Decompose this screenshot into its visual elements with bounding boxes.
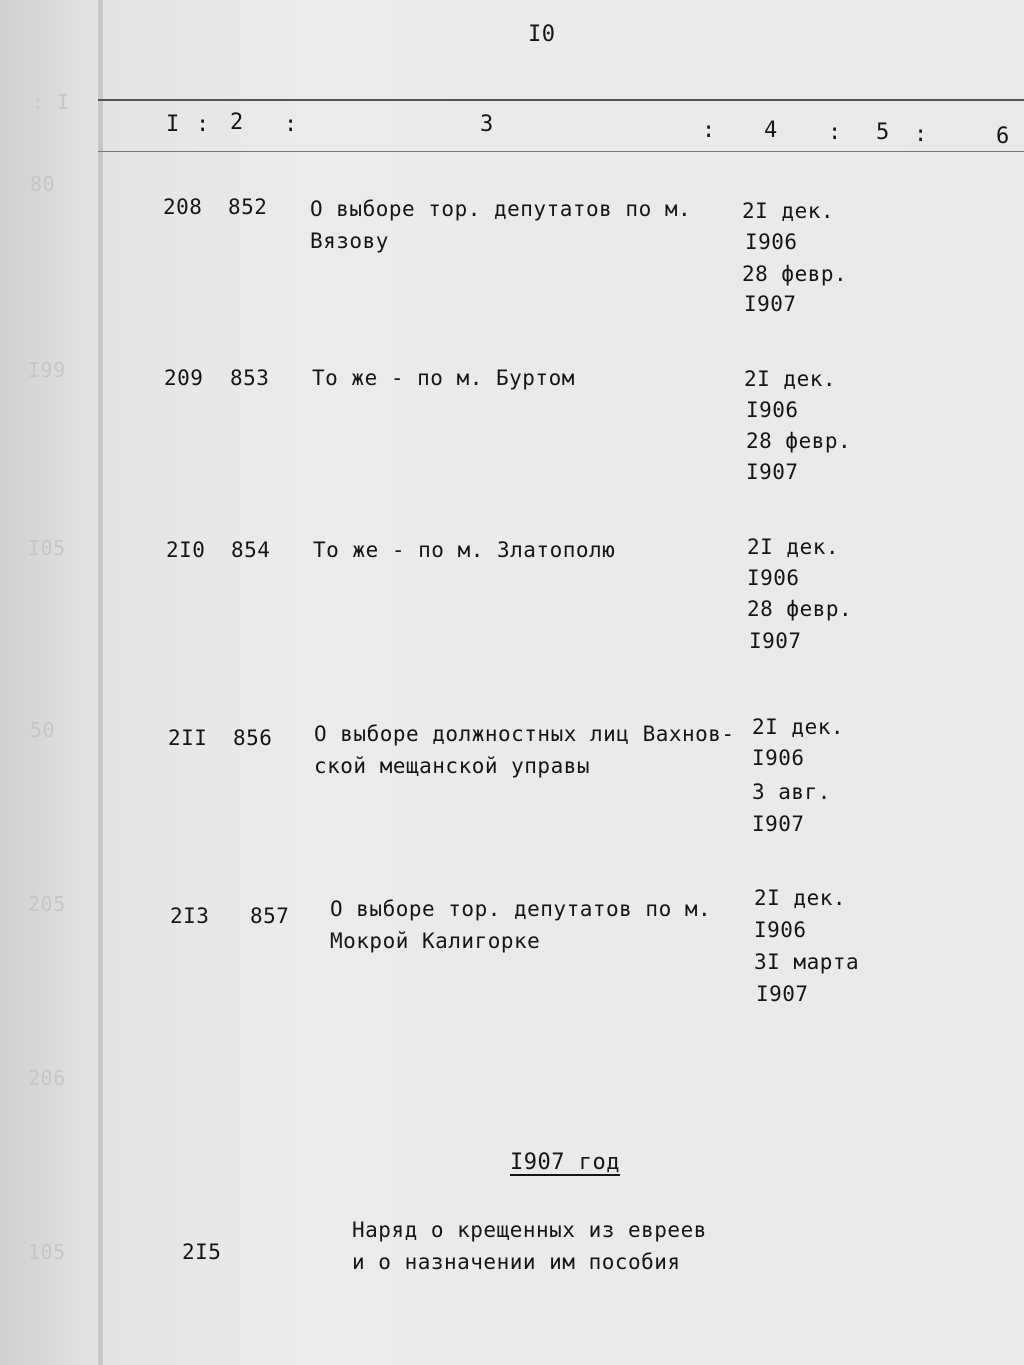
entry-title: и о назначении им пособия — [352, 1250, 681, 1274]
margin-mark: 80 — [30, 172, 56, 196]
entry-title: ской мещанской управы — [314, 754, 591, 778]
margin-mark: 105 — [28, 1240, 66, 1264]
column-separator: : — [914, 122, 928, 147]
column-separator: : — [702, 118, 716, 143]
entry-date: 28 февр. — [747, 597, 853, 621]
entry-title: То же - по м. Златополю — [313, 538, 616, 562]
margin-mark: I99 — [28, 358, 66, 382]
entry-date: I907 — [749, 629, 802, 653]
column-header-2: 2 — [230, 110, 244, 135]
entry-date: I907 — [756, 982, 809, 1006]
entry-date: I906 — [746, 398, 799, 422]
entry-date: I907 — [746, 460, 799, 484]
entry-title: Наряд о крещенных из евреев — [352, 1218, 707, 1242]
entry-fond-number: 857 — [250, 904, 290, 928]
entry-date: I906 — [747, 566, 800, 590]
entry-date: I907 — [752, 812, 805, 836]
column-header-1: I — [166, 112, 180, 137]
entry-title: О выборе тор. депутатов по м. — [330, 897, 712, 921]
entry-title: О выборе тор. депутатов по м. — [310, 197, 692, 221]
year-heading: I907 год — [510, 1150, 620, 1175]
entry-date: 3 авг. — [752, 780, 831, 804]
column-separator: : — [196, 112, 210, 137]
entry-fond-number: 856 — [233, 726, 273, 750]
entry-title: То же - по м. Буртом — [312, 366, 575, 390]
entry-date: 28 февр. — [746, 429, 852, 453]
column-separator: : — [828, 120, 842, 145]
column-separator: : — [284, 112, 298, 137]
page-number: I0 — [528, 22, 556, 47]
entry-fond-number: 852 — [228, 195, 268, 219]
entry-date: 2I дек. — [744, 367, 837, 391]
column-header-5: 5 — [876, 120, 890, 145]
column-header-4: 4 — [764, 118, 778, 143]
entry-fond-number: 854 — [231, 538, 271, 562]
margin-mark: : I — [32, 90, 70, 114]
entry-number: 2II — [168, 726, 208, 750]
column-header-6: 6 — [996, 124, 1010, 149]
entry-date: 2I дек. — [742, 199, 835, 223]
entry-date: 28 февр. — [742, 262, 848, 286]
entry-date: I906 — [745, 230, 798, 254]
header-bottom-rule — [98, 151, 1024, 152]
entry-date: I907 — [744, 292, 797, 316]
entry-fond-number: 853 — [230, 366, 270, 390]
entry-title: Мокрой Калигорке — [330, 929, 541, 953]
entry-date: I906 — [752, 746, 805, 770]
entry-number: 208 — [163, 195, 203, 219]
entry-number: 2I5 — [182, 1240, 222, 1264]
entry-number: 2I3 — [170, 904, 210, 928]
column-header-3: 3 — [480, 112, 494, 137]
entry-date: I906 — [754, 918, 807, 942]
entry-date: 2I дек. — [752, 715, 845, 739]
entry-number: 2I0 — [166, 538, 206, 562]
header-top-rule — [98, 99, 1024, 101]
entry-date: 2I дек. — [747, 535, 840, 559]
margin-mark: I05 — [28, 536, 66, 560]
entry-number: 209 — [164, 366, 204, 390]
margin-mark: 50 — [30, 718, 56, 742]
margin-mark: 206 — [28, 1066, 66, 1090]
entry-title: Вязову — [310, 229, 389, 253]
entry-date: 2I дек. — [754, 886, 847, 910]
entry-title: О выборе должностных лиц Вахнов- — [314, 722, 735, 746]
margin-mark: 205 — [28, 892, 66, 916]
binding-edge — [98, 0, 103, 1365]
entry-date: 3I марта — [754, 950, 860, 974]
